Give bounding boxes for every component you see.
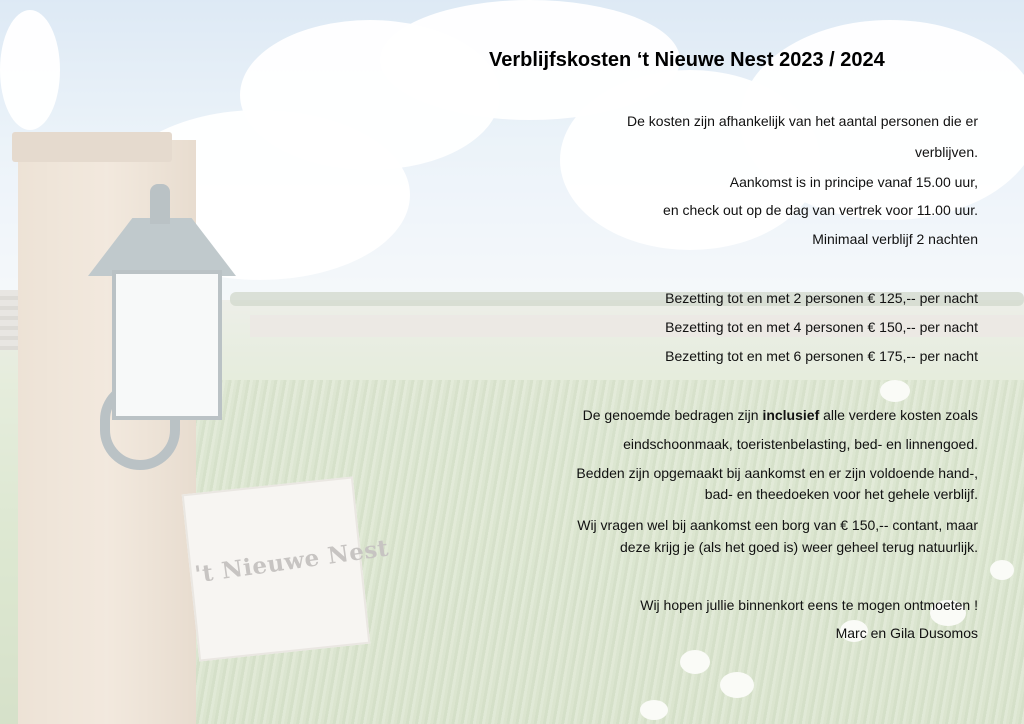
detail-line: Wij vragen wel bij aankomst een borg van € 150,-- contant, maar (577, 517, 978, 533)
inclusive-emphasis: inclusief (762, 407, 820, 423)
detail-line: Bedden zijn opgemaakt bij aankomst en er zijn voldoende hand-, (576, 465, 978, 481)
signature-line: Marc en Gila Dusomos (835, 625, 978, 641)
detail-line: bad- en theedoeken voor het gehele verblijf. (704, 486, 978, 502)
detail-line: deze krijg je (als het goed is) weer geheel terug natuurlijk. (620, 539, 978, 555)
intro-line: De kosten zijn afhankelijk van het aantal personen die er (627, 113, 978, 129)
inclusive-line (583, 407, 978, 423)
intro-line: verblijven. (914, 144, 978, 160)
detail-line: eindschoonmaak, toeristenbelasting, bed- en linnengoed. (623, 436, 978, 452)
rate-line: Bezetting tot en met 4 personen € 150,-- per nacht (665, 319, 978, 335)
intro-line: Aankomst is in principe vanaf 15.00 uur, (729, 174, 978, 190)
closing-line: Wij hopen jullie binnenkort eens te mogen ontmoeten ! (640, 597, 978, 613)
inclusive-text: alle verdere kosten zoals (819, 407, 978, 423)
intro-line: Minimaal verblijf 2 nachten (812, 231, 978, 247)
inclusive-text: De genoemde bedragen zijn (582, 407, 763, 423)
intro-line: en check out op de dag van vertrek voor 11.00 uur. (663, 202, 978, 218)
page-title: Verblijfskosten ‘t Nieuwe Nest 2023 / 2024 (489, 49, 885, 71)
rate-line: Bezetting tot en met 6 personen € 175,-- per nacht (665, 348, 978, 364)
rate-line: Bezetting tot en met 2 personen € 125,-- per nacht (665, 290, 978, 306)
